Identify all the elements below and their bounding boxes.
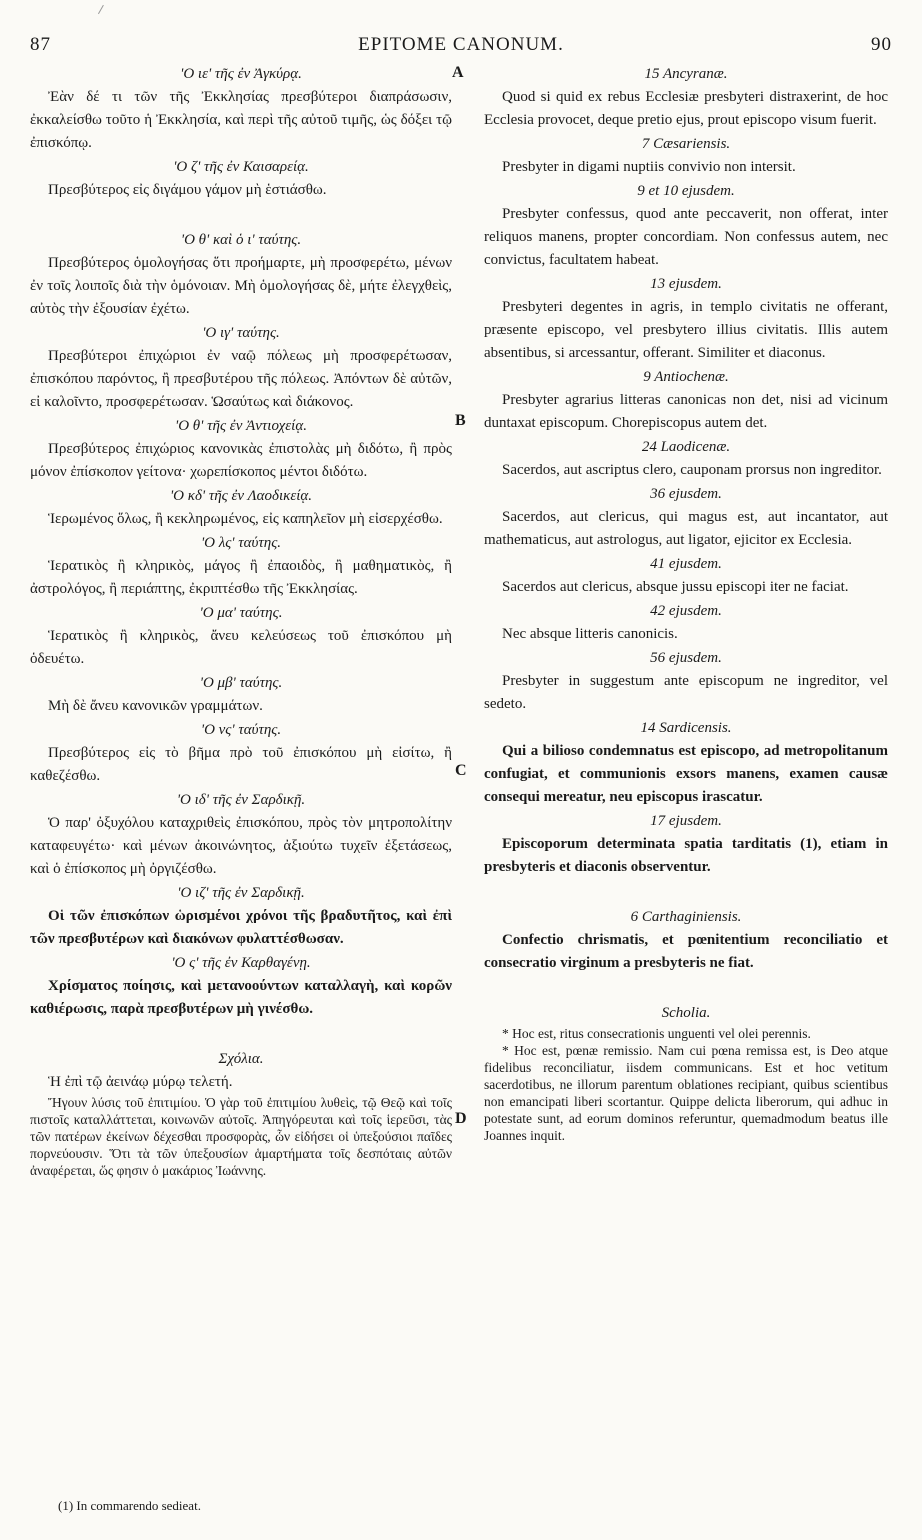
canon-heading: 13 ejusdem. xyxy=(650,276,722,292)
canon-text: Χρίσματος ποίησις, καὶ μετανοούντων καταλλαγὴ, καὶ κορῶν καθιέρωσις, παρὰ πρεσβυτέρων μὴ γινέσθω. xyxy=(30,978,452,1017)
canon-heading: 'Ο ιδ' τῆς ἐν Σαρδικῇ. xyxy=(176,792,306,808)
canon-text: Sacerdos aut clericus, absque jussu episcopi iter ne faciat. xyxy=(502,579,849,595)
footnote: (1) In commarendo sedieat. xyxy=(58,1498,201,1513)
canon-text: Πρεσβύτεροι ἐπιχώριοι ἐν ναῷ πόλεως μὴ προσφερέτωσαν, ἐπισκόπου παρόντος, ἢ πρεσβυτέρου τῆς πόλεως. Ἀπόντων δὲ αὐτῶν, εἰ καλοῖντο, προσφερέτωσαν. Ὡσαύτως καὶ διάκονος. xyxy=(30,348,452,410)
canon-heading: 14 Sardicensis. xyxy=(640,720,732,736)
canon-heading: 7 Cæsariensis. xyxy=(641,136,731,152)
canon-text: Πρεσβύτερος εἰς τὸ βῆμα πρὸ τοῦ ἐπισκόπου μὴ εἰσίτω, ἢ καθεζέσθω. xyxy=(30,745,452,784)
latin-column xyxy=(484,62,888,1144)
spacer xyxy=(484,975,888,1001)
margin-marker-a: A xyxy=(452,64,464,81)
running-title: EPITOME CANONUM. xyxy=(358,34,564,55)
canon-text: Πρεσβύτερος ἐπιχώριος κανονικὰς ἐπιστολὰς μὴ διδότω, ἢ πρὸς μόνον ἐπίσκοπον γείτονα· χωρεπίσκοπος μέντοι διδότω. xyxy=(30,441,452,480)
greek-column xyxy=(30,62,452,1179)
canon-heading: 36 ejusdem. xyxy=(650,486,722,502)
canon-heading: 'Ο κδ' τῆς ἐν Λαοδικείᾳ. xyxy=(169,488,313,504)
canon-text: Presbyter in digami nuptiis convivio non intersit. xyxy=(502,159,796,175)
canon-text: Sacerdos, aut ascriptus clero, cauponam prorsus non ingreditor. xyxy=(502,462,882,478)
spacer xyxy=(30,1021,452,1047)
canon-text: Sacerdos, aut clericus, qui magus est, aut incantator, aut mathematicus, aut astrologus, aut ligator, ejicitor ex Ecclesia. xyxy=(484,509,888,548)
canon-heading: 'Ο θ' τῆς ἐν Ἀντιοχείᾳ. xyxy=(175,418,307,434)
canon-text: Qui a bilioso condemnatus est episcopo, ad metropolitanum confugiat, et communionis exsors manens, examen causæ consequi mereatur, neu episcopus irascatur. xyxy=(484,743,888,805)
canon-heading: 'Ο θ' καὶ ὁ ι' ταύτης. xyxy=(180,232,302,248)
canon-heading: 6 Carthaginiensis. xyxy=(630,909,742,925)
canon-heading: 42 ejusdem. xyxy=(650,603,722,619)
canon-text: Confectio chrismatis, et pœnitentium reconciliatio et consecratio virginum a presbyteris ne fiat. xyxy=(484,932,888,971)
spacer xyxy=(30,202,452,228)
canon-heading: 56 ejusdem. xyxy=(650,650,722,666)
canon-heading: 'Ο λς' ταύτης. xyxy=(200,535,282,551)
canon-text: Ἱερατικὸς ἢ κληρικὸς, μάγος ἢ ἐπαοιδὸς, ἢ μαθηματικὸς, ἢ ἀστρολόγος, ἢ περιάπτης, ἐκριπτέσθω τῆς Ἐκκλησίας. xyxy=(30,558,452,597)
canon-text: Μὴ δὲ ἄνευ κανονικῶν γραμμάτων. xyxy=(48,698,263,714)
canon-text: * Hoc est, ritus consecrationis unguenti vel olei perennis. xyxy=(502,1026,811,1041)
canon-text: Πρεσβύτερος ὁμολογήσας ὅτι προήμαρτε, μὴ προσφερέτω, μένων ἐν τοῖς λοιποῖς διὰ τὴν ὁμόνοιαν. Μὴ ὁμολογήσας δὲ, μήτε ἐλεγχθεὶς, αὐτὸς τὴν ἐξουσίαν ἐχέτω. xyxy=(30,255,452,317)
page-header xyxy=(30,34,892,58)
margin-marker-d: D xyxy=(455,1110,467,1127)
canon-text: Οἱ τῶν ἐπισκόπων ὡρισμένοι χρόνοι τῆς βραδυτῆτος, καὶ ἐπὶ τῶν πρεσβυτέρων καὶ διακόνων φυλαττέσθωσαν. xyxy=(30,908,452,947)
canon-heading: 24 Laodicenæ. xyxy=(641,439,731,455)
margin-marker-b: B xyxy=(455,412,466,429)
canon-heading: 'Ο ιε' τῆς ἐν Ἀγκύρᾳ. xyxy=(180,66,302,82)
canon-text: Presbyter in suggestum ante episcopum ne ingreditor, vel sedeto. xyxy=(484,673,888,712)
canon-text: Ἤγουν λύσις τοῦ ἐπιτιμίου. Ὁ γὰρ τοῦ ἐπιτιμίου λυθεὶς, τῷ Θεῷ καὶ τοῖς πιστοῖς καταλλάττεται, κοινωνῶν αὐτοῖς. Ἀπηγόρευται καὶ τοῖς ἱερεῦσι, τὰς τῶν πατέρων ἐκείνων δέχεσθαι προσφορὰς, ὧν εἰδήσει οἱ ὑπεξούσιοι παῖδες πορνεύουσιν. Ὅτι τὰ τῶν ὑπεξουσίων ἁμαρτήματα τοῖς δεσπόταις αὐτῶν ἀναφέρεται, ὥς φησιν ὁ μακάριος Ἰωάννης. xyxy=(30,1095,452,1178)
canon-text: Presbyteri degentes in agris, in templo civitatis ne offerant, præsente episcopo, vel presbytero illius civitatis. Illis autem absentibus, si arcessantur, offerant. Similiter et diaconus. xyxy=(484,299,888,361)
canon-text: Ἱερατικὸς ἢ κληρικὸς, ἄνευ κελεύσεως τοῦ ἐπισκόπου μὴ ὁδευέτω. xyxy=(30,628,452,667)
canon-text: Ὁ παρ' ὀξυχόλου καταχριθεὶς ἐπισκόπου, πρὸς τὸν μητροπολίτην καταφευγέτω· καὶ μένων ἀκοινώνητος, ἀξιούτω τυχεῖν ἐξετάσεως, καὶ ὁ ἐπίσκοπος μὴ ὀργιζέσθω. xyxy=(30,815,452,877)
canon-text: Ἐὰν δέ τι τῶν τῆς Ἐκκλησίας πρεσβύτεροι διαπράσωσιν, ἐκκαλείσθω τοῦτο ἡ Ἐκκλησία, καὶ περὶ τῆς αὐτοῦ τιμῆς, ὡς δόξει τῷ ἐπισκόπῳ. xyxy=(30,89,452,151)
canon-heading: 9 et 10 ejusdem. xyxy=(637,183,735,199)
canon-heading: 'Ο ιζ' τῆς ἐν Σαρδικῇ. xyxy=(177,885,305,901)
canon-heading: 'Ο ζ' τῆς ἐν Καισαρείᾳ. xyxy=(173,159,309,175)
canon-text: Πρεσβύτερος εἰς διγάμου γάμον μὴ ἑστιάσθω. xyxy=(48,182,327,198)
canon-text: Ἡ ἐπὶ τῷ ἀεινάῳ μύρῳ τελετή. xyxy=(48,1074,233,1090)
canon-heading: 17 ejusdem. xyxy=(650,813,722,829)
canon-heading: 'Ο μα' ταύτης. xyxy=(199,605,283,621)
page-number-right: 90 xyxy=(871,34,892,55)
canon-text: * Hoc est, pœnæ remissio. Nam cui pœna remissa est, is Deo atque fidelibus reconciliatur, iisdem communicans. Est et hoc vetitum sacerdotibus, ne illorum parentum oblationes recipiant, quibus scientibus non emancipati liberi scortantur. Quippe delicta liberorum, qui adhuc in potestate sunt, ad eorum dominos referuntur, quemadmodum beatus ille Joannes inquit. xyxy=(484,1043,888,1143)
canon-text: Presbyter agrarius litteras canonicas non det, nisi ad vicinum duntaxat episcopum. Chorepiscopus autem det. xyxy=(484,392,888,431)
canon-heading: 'Ο νς' ταύτης. xyxy=(200,722,282,738)
canon-heading: 'Ο ς' τῆς ἐν Καρθαγένῃ. xyxy=(171,955,311,971)
canon-heading: 'Ο μβ' ταύτης. xyxy=(199,675,283,691)
canon-heading: 9 Antiochenæ. xyxy=(643,369,729,385)
canon-heading: 'Ο ιγ' ταύτης. xyxy=(202,325,280,341)
page-smudge xyxy=(98,5,109,17)
canon-heading: 41 ejusdem. xyxy=(650,556,722,572)
page-number-left: 87 xyxy=(30,34,51,55)
canon-text: Presbyter confessus, quod ante peccaverit, non offerat, inter reliquos manens, propter concordiam. Non confessus autem, nec convictus, facultatem habeat. xyxy=(484,206,888,268)
canon-text: Quod si quid ex rebus Ecclesiæ presbyteri distraxerint, de hoc Ecclesia provocet, deque pretio ejus, prout episcopo visum fuerit. xyxy=(484,89,888,128)
canon-text: Episcoporum determinata spatia tarditatis (1), etiam in presbyteris et diaconis observentur. xyxy=(484,836,888,875)
canon-text: Ἱερωμένος ὅλως, ἢ κεκληρωμένος, εἰς καπηλεῖον μὴ εἰσερχέσθω. xyxy=(48,511,443,527)
margin-marker-c: C xyxy=(455,762,467,779)
canon-text: Nec absque litteris canonicis. xyxy=(502,626,678,642)
canon-heading: 15 Ancyranæ. xyxy=(644,66,728,82)
canon-heading: Σχόλια. xyxy=(218,1051,264,1067)
spacer xyxy=(484,879,888,905)
canon-heading: Scholia. xyxy=(661,1005,711,1021)
